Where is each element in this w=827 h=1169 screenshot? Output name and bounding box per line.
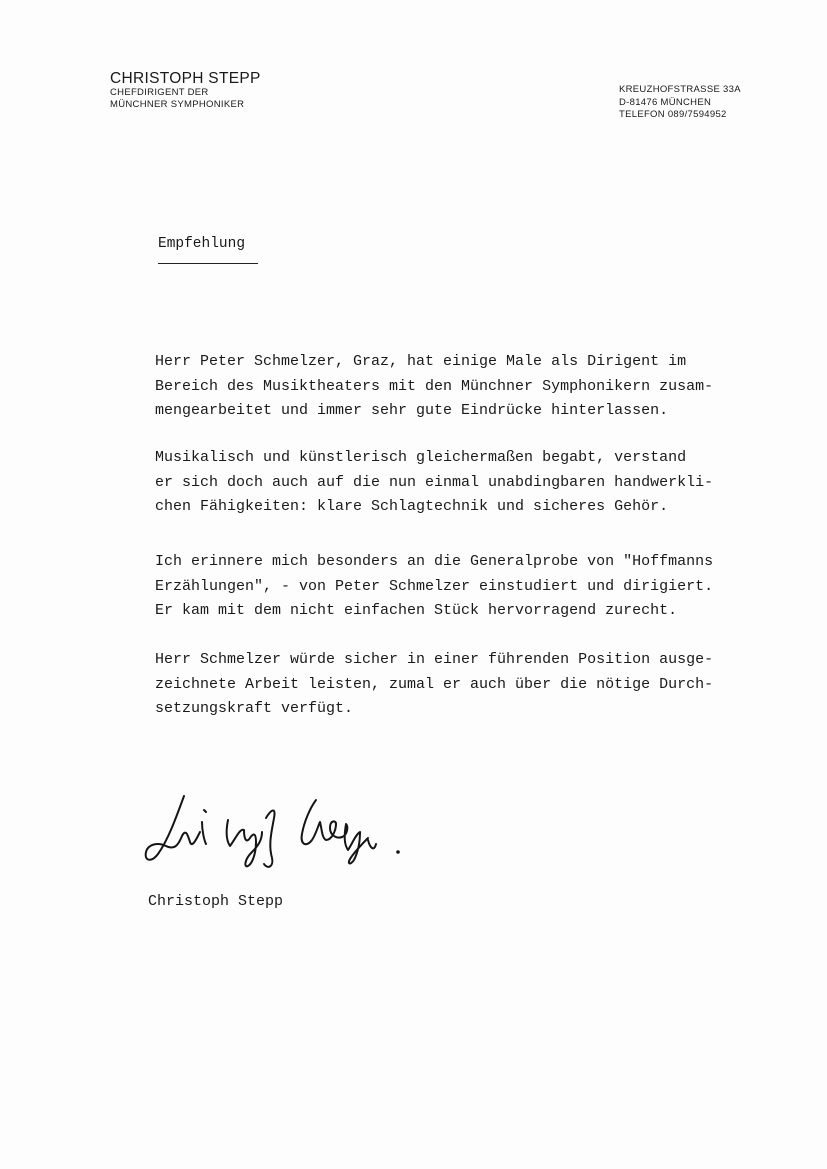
letterhead-sender bbox=[110, 70, 261, 111]
subject-line: Empfehlung bbox=[158, 236, 246, 252]
sender-title-line1: CHEFDIRIGENT DER bbox=[110, 87, 209, 98]
paragraph-line: Herr Schmelzer würde sicher in einer führenden Position ausge- bbox=[155, 651, 714, 668]
paragraph-line: mengearbeitet und immer sehr gute Eindrücke hinterlassen. bbox=[155, 402, 669, 419]
paragraph-line: er sich doch auch auf die nun einmal unabdingbaren handwerkli- bbox=[155, 473, 714, 491]
address-city: D-81476 MÜNCHEN bbox=[619, 96, 712, 108]
paragraph-1 bbox=[155, 350, 780, 424]
address-phone: TELEFON 089/7594952 bbox=[619, 109, 727, 120]
signer-name: Christoph Stepp bbox=[148, 893, 284, 910]
subject-underline bbox=[158, 263, 258, 264]
paragraph-line: Herr Peter Schmelzer, Graz, hat einige Male als Dirigent im bbox=[155, 353, 687, 370]
sender-name: CHRISTOPH STEPP bbox=[110, 70, 261, 87]
paragraph-line: Er kam mit dem nicht einfachen Stück hervorragend zurecht. bbox=[155, 602, 678, 619]
paragraph-line: chen Fähigkeiten: klare Schlagtechnik und sicheres Gehör. bbox=[155, 498, 669, 515]
paragraph-4 bbox=[155, 648, 780, 722]
paragraph-line: Bereich des Musiktheaters mit den Münchner Symphonikern zusam- bbox=[155, 377, 714, 395]
sender-title-line2: MÜNCHNER SYMPHONIKER bbox=[110, 99, 245, 110]
paragraph-line: zeichnete Arbeit leisten, zumal er auch über die nötige Durch- bbox=[155, 675, 714, 693]
address-street: KREUZHOFSTRASSE 33A bbox=[619, 84, 741, 95]
paragraph-line: Erzählungen", - von Peter Schmelzer einstudiert und dirigiert. bbox=[155, 577, 714, 595]
paragraph-line: setzungskraft verfügt. bbox=[155, 700, 354, 717]
letterhead-address bbox=[619, 84, 741, 122]
paragraph-3 bbox=[155, 550, 780, 624]
paragraph-line: Musikalisch und künstlerisch gleichermaßen begabt, verstand bbox=[155, 449, 687, 466]
paragraph-2 bbox=[155, 446, 780, 520]
paragraph-line: Ich erinnere mich besonders an die Generalprobe von "Hoffmanns bbox=[155, 553, 714, 570]
handwritten-signature bbox=[140, 778, 420, 874]
